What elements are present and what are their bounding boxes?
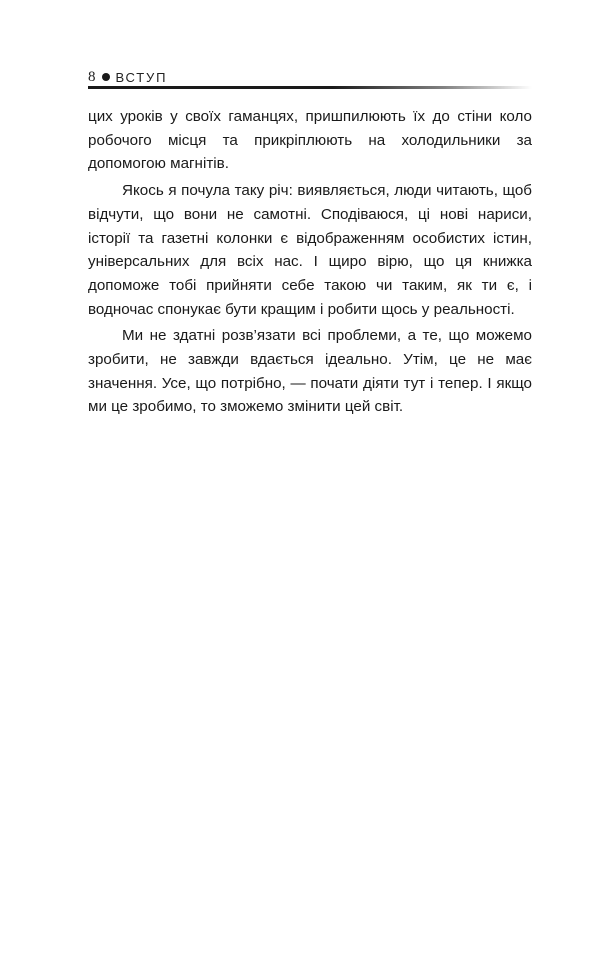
bullet-icon <box>102 73 110 81</box>
section-title: ВСТУП <box>115 69 168 85</box>
paragraph-1: цих уроків у своїх гаманцях, пришпилюють їх до стіни коло робочого місця та прикріплюють на холодильники за допомогою магнітів. <box>88 108 532 173</box>
body-text <box>88 105 532 419</box>
paragraph-2: Якось я почула таку річ: виявляється, люди читають, щоб відчути, що вони не самотні. Сподіваюся, ці нові нариси, історії та газетні колонки є відображенням особистих істин, універсальних для всіх нас. І щиро вірю, що ця книжка допоможе тобі прийняти себе такою чи таким, як ти є, і водночас спонукає бути кращим і робити щось у реальності. <box>88 182 532 318</box>
running-head <box>88 66 167 88</box>
header-rule <box>88 86 532 89</box>
paragraph-3: Ми не здатні розв’язати всі проблеми, а те, що можемо зробити, не завжди вдається ідеально. Утім, це не має значення. Усе, що потрібно, — почати діяти тут і тепер. І якщо ми це зробимо, то зможемо змінити цей світ. <box>88 327 532 416</box>
page-number: 8 <box>88 68 96 85</box>
